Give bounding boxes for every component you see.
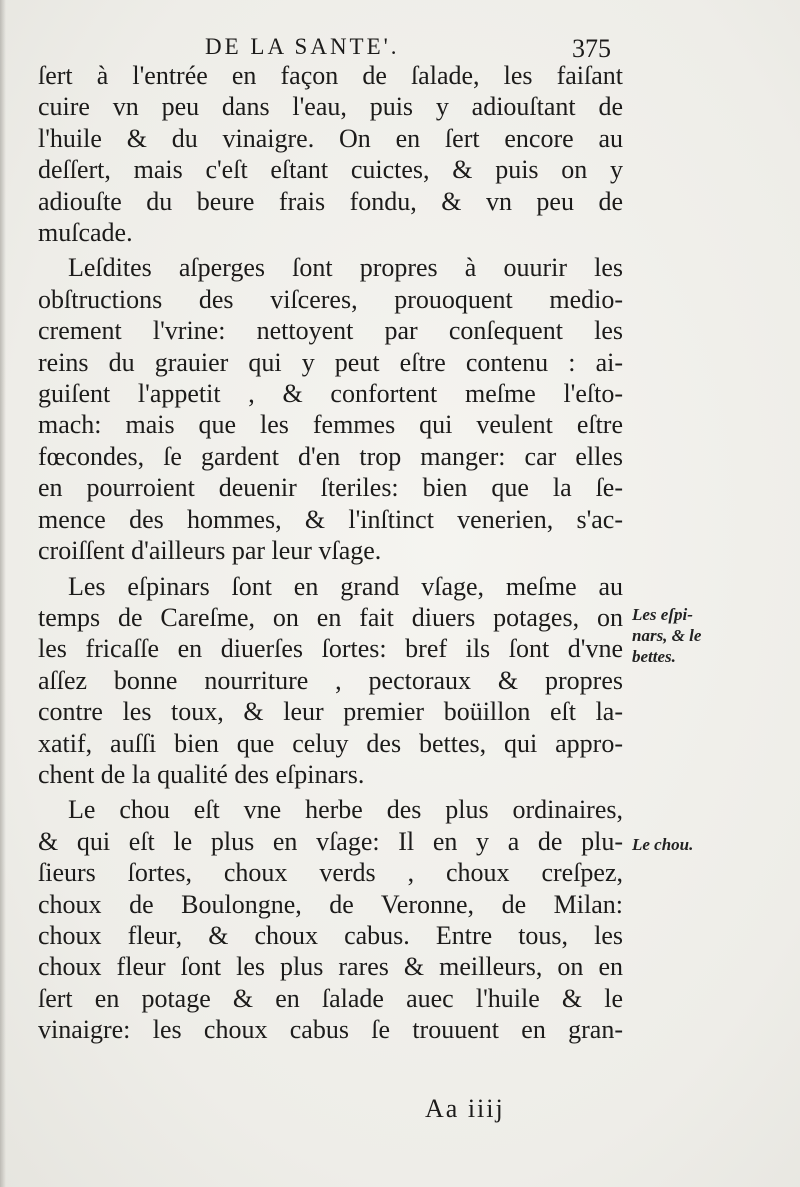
text-line: temps de Careſme, on en fait diuers potages, on (38, 602, 623, 632)
text-line: ſert en potage & en ſalade auec l'huile & le (38, 983, 623, 1013)
text-line: & qui eſt le plus en vſage: Il en y a de plu- (38, 826, 623, 856)
text-line: xatif, auſſi bien que celuy des bettes, qui appro- (38, 728, 623, 758)
text-line: choux fleur, & choux cabus. Entre tous, les (38, 920, 623, 950)
text-line: croiſſent d'ailleurs par leur vſage. (38, 536, 382, 566)
margin-note-espinars (632, 604, 701, 667)
text-line: adiouſte du beure frais fondu, & vn peu de (38, 186, 623, 216)
text-line: mach: mais que les femmes qui veulent eſtre (38, 410, 623, 440)
text-line: choux fleur ſont les plus rares & meilleurs, on en (38, 952, 623, 982)
text-line: aſſez bonne nourriture , pectoraux & propres (38, 665, 623, 695)
margin-note-line: Les eſpi- (632, 605, 693, 624)
text-line: les fricaſſe en diuerſes ſortes: bref ils ſont d'vne (38, 634, 623, 664)
paragraph-first-line: Leſdites aſperges ſont propres à ouurir les (68, 253, 623, 283)
body-text (38, 60, 623, 1046)
text-line: cuire vn peu dans l'eau, puis y adiouſtant de (38, 92, 623, 122)
text-line: l'huile & du vinaigre. On en ſert encore au (38, 123, 623, 153)
text-line: fœcondes, ſe gardent d'en trop manger: car elles (38, 441, 623, 471)
text-line: vinaigre: les choux cabus ſe trouuent en gran- (38, 1015, 623, 1045)
paragraph-first-line: Le chou eſt vne herbe des plus ordinaires, (68, 795, 623, 825)
margin-note-chou: Le chou. (632, 835, 694, 854)
text-line: reins du grauier qui y peut eſtre contenu : ai- (38, 347, 623, 377)
page-number: 375 (572, 34, 611, 63)
text-line: ſert à l'entrée en façon de ſalade, les faiſant (38, 61, 623, 90)
text-line: chent de la qualité des eſpinars. (38, 759, 365, 789)
text-line: ſieurs ſortes, choux verds , choux creſpez, (38, 858, 623, 888)
text-line: obſtructions des viſceres, prouoquent medio- (38, 284, 623, 314)
text-line: crement l'vrine: nettoyent par conſequent les (38, 316, 623, 346)
signature-mark: Aa iiij (425, 1094, 505, 1123)
text-line: contre les toux, & leur premier boüillon eſt la- (38, 697, 623, 727)
paragraph-first-line: Les eſpinars ſont en grand vſage, meſme au (68, 571, 623, 601)
margin-note-line: nars, & le (632, 626, 702, 645)
text-line: choux de Boulongne, de Veronne, de Milan: (38, 889, 623, 919)
page-edge-shadow (0, 0, 6, 1187)
text-line: en pourroient deuenir ſteriles: bien que la ſe- (38, 473, 623, 503)
text-line: guiſent l'appetit , & confortent meſme l'eſto- (38, 379, 623, 409)
margin-note-line: bettes. (632, 647, 676, 666)
text-line: deſſert, mais c'eſt eſtant cuictes, & puis on y (38, 155, 623, 185)
text-line: mence des hommes, & l'inſtinct venerien, s'ac- (38, 504, 623, 534)
text-line: muſcade. (38, 218, 133, 248)
running-title: DE LA SANTE'. (205, 34, 400, 59)
